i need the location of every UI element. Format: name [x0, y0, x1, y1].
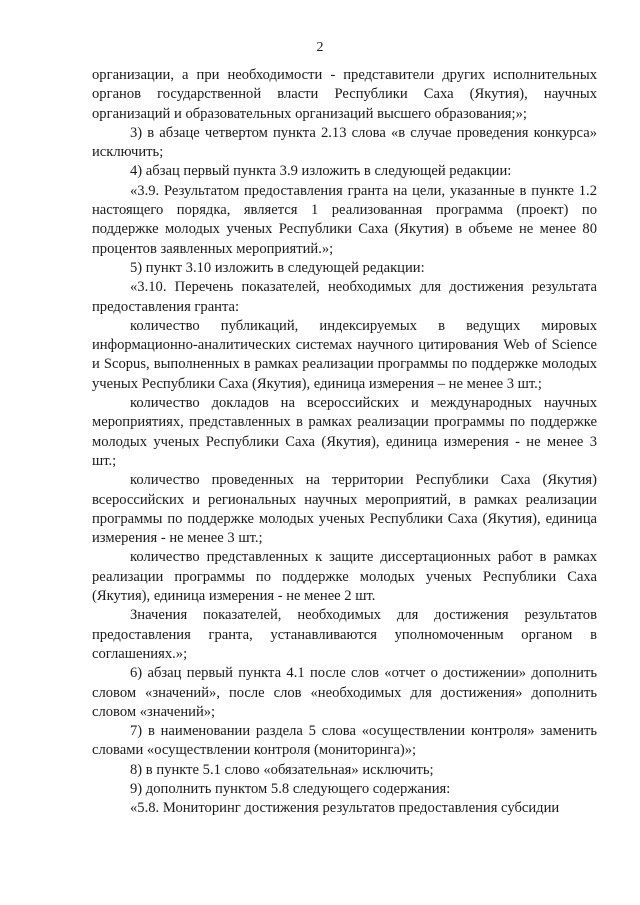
paragraph-item-4: 4) абзац первый пункта 3.9 изложить в следующей редакции: — [130, 163, 512, 180]
paragraph-indicator-publications: количество публикаций, индексируемых в ведущих мировых информационно-аналитических системах научного цитирования Web of Science и Scopus, выполненных в рамках реализации программы по поддержке молодых ученых Республики Саха (Якутия), единица измерения – не менее 3 шт.; — [92, 317, 597, 392]
page-number: 2 — [316, 40, 324, 55]
paragraph-indicator-values: Значения показателей, необходимых для достижения результатов предоставления гранта, устанавливаются уполномоченным органом в соглашениях.»; — [92, 607, 597, 662]
paragraph-item-9: 9) дополнить пунктом 5.8 следующего содержания: — [130, 780, 451, 797]
paragraph-indicator-events: количество проведенных на территории Республики Саха (Якутия) всероссийских и региональных научных мероприятий, в рамках реализации программы по поддержке молодых ученых Республики Саха (Якутия), единица измерения - не менее 3 шт.; — [92, 472, 597, 547]
paragraph-quote-5-8: «5.8. Мониторинг достижения результатов предоставления субсидии — [130, 800, 560, 817]
paragraph-item-3: 3) в абзаце четвертом пункта 2.13 слова «в случае проведения конкурса» исключить; — [92, 124, 597, 161]
paragraph-item-7: 7) в наименовании раздела 5 слова «осуществлении контроля» заменить словами «осуществлении контроля (мониторинга)»; — [92, 723, 597, 759]
document-body — [92, 66, 597, 819]
paragraph-quote-3-9: «3.9. Результатом предоставления гранта на цели, указанные в пункте 1.2 настоящего порядка, является 1 реализованная программа (проект) по поддержке молодых ученых Республики Саха (Якутия) в объеме не менее 80 процентов заявленных мероприятий.»; — [92, 182, 597, 257]
paragraph-item-6: 6) абзац первый пункта 4.1 после слов «отчет о достижении» дополнить словом «значений», после слов «необходимых для достижения» дополнить словом «значений»; — [92, 665, 597, 720]
paragraph-item-8: 8) в пункте 5.1 слово «обязательная» исключить; — [130, 761, 434, 778]
paragraph-continuation: организации, а при необходимости - представители других исполнительных органов государственной власти Республики Саха (Якутия), научных организаций и образовательных организаций высшего образования;»; — [92, 67, 597, 122]
paragraph-item-5: 5) пункт 3.10 изложить в следующей редакции: — [130, 259, 425, 276]
paragraph-indicator-dissertations: количество представленных к защите диссертационных работ в рамках реализации программы по поддержке молодых ученых Республики Саха (Якутия), единица измерения - не менее 2 шт. — [92, 549, 597, 605]
paragraph-quote-3-10: «3.10. Перечень показателей, необходимых для достижения результата предоставления гранта: — [92, 279, 597, 315]
paragraph-indicator-reports: количество докладов на всероссийских и международных научных мероприятиях, представленных в рамках реализации программы по поддержке молодых ученых Республики Саха (Якутия), единица измерения - не менее 3 шт.; — [92, 395, 597, 469]
